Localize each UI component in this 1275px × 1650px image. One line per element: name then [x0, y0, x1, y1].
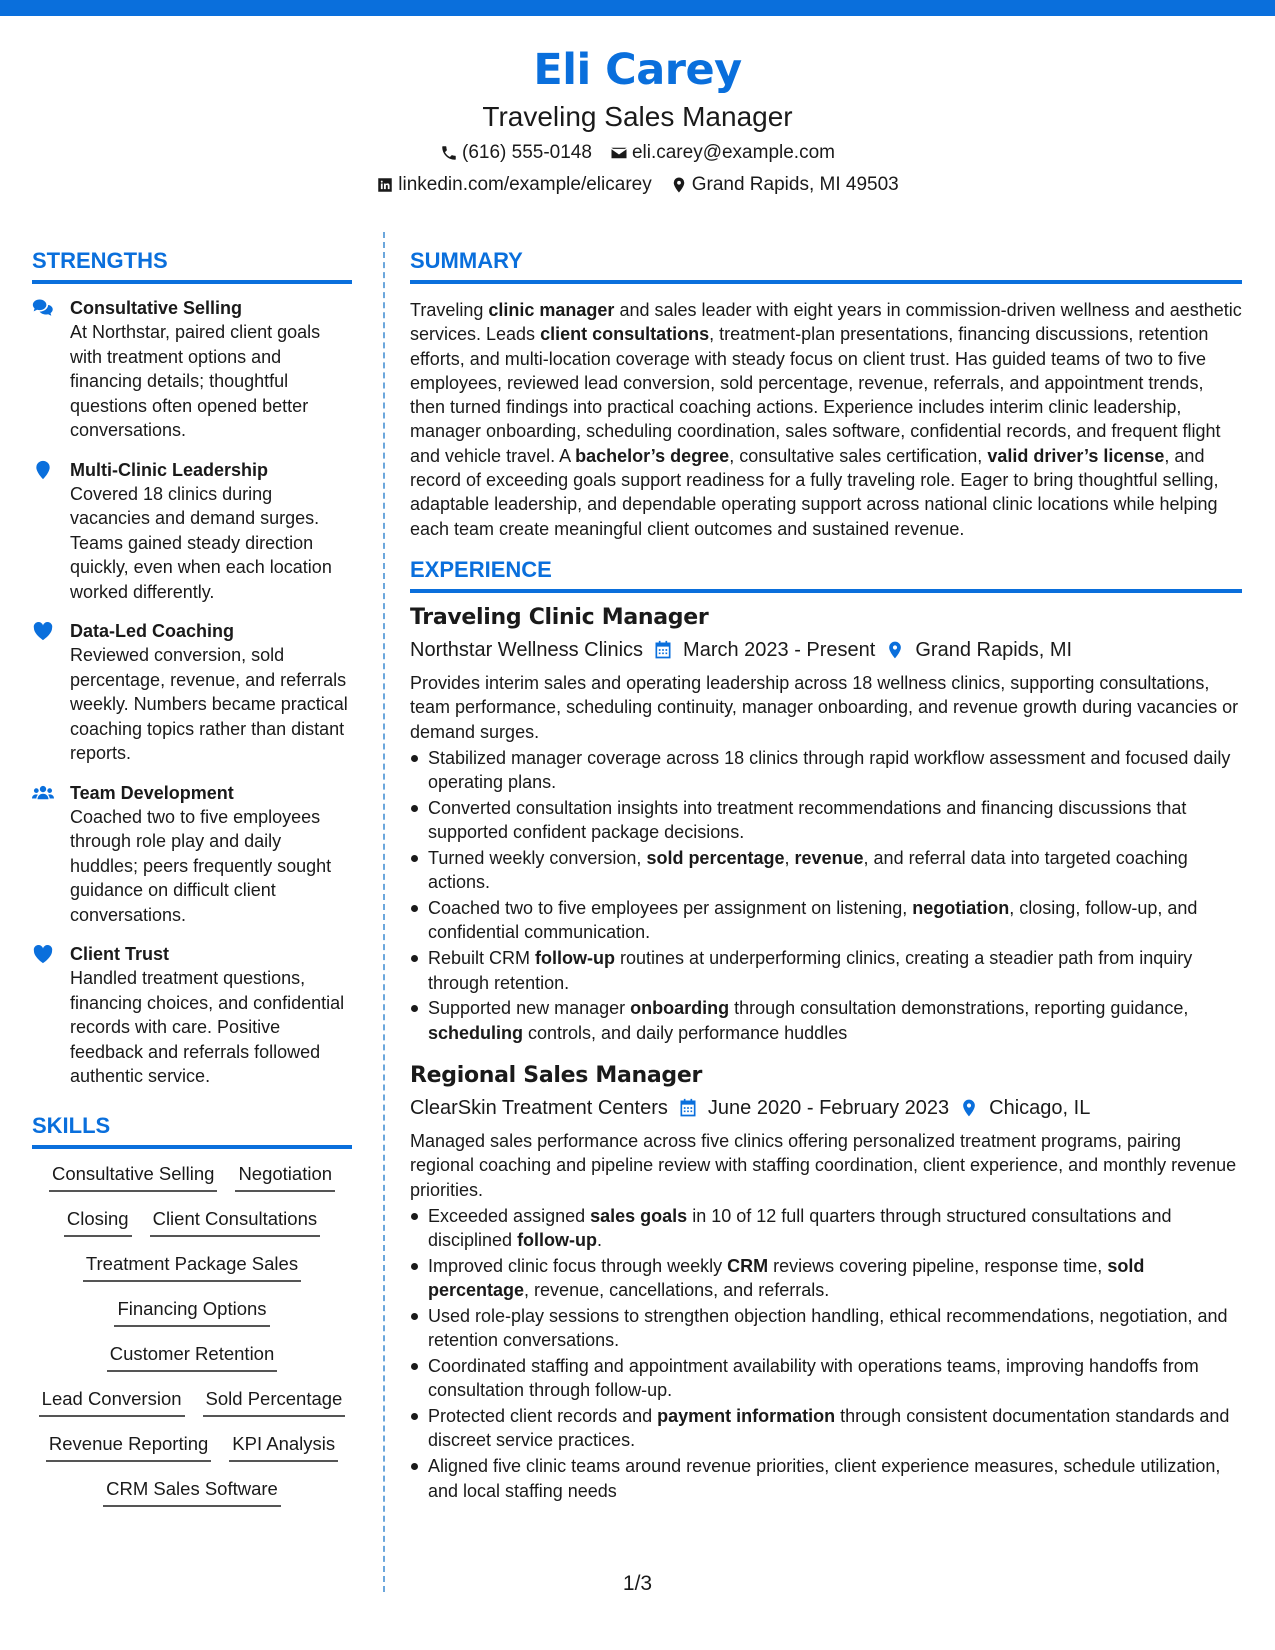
skill-tag: Client Consultations	[150, 1206, 321, 1237]
phone-text: (616) 555-0148	[462, 142, 592, 163]
job-bullet: Aligned five clinic teams around revenue priorities, client experience measures, schedule utilization, and local staffing needs	[410, 1454, 1242, 1503]
email-link[interactable]: eli.carey@example.com	[631, 142, 835, 163]
job-bullet: Supported new manager onboarding through consultation demonstrations, reporting guidance, scheduling controls, and daily performance huddles	[410, 996, 1242, 1045]
email-contact[interactable]	[610, 140, 835, 166]
skill-row	[32, 1251, 352, 1282]
skill-tag: Financing Options	[114, 1296, 269, 1327]
skill-tag: Sold Percentage	[203, 1386, 346, 1417]
skill-tag: Lead Conversion	[39, 1386, 185, 1417]
job-bullet: Improved clinic focus through weekly CRM reviews covering pipeline, response time, sold percentage, revenue, cancellations, and referrals.	[410, 1254, 1242, 1303]
strength-item	[32, 296, 352, 443]
column-divider	[383, 232, 385, 1592]
skill-row	[32, 1341, 352, 1372]
skill-tag: KPI Analysis	[229, 1431, 338, 1462]
skill-tag: Consultative Selling	[49, 1161, 217, 1192]
phone-contact	[440, 140, 592, 166]
skill-row	[32, 1161, 352, 1192]
candidate-title: Traveling Sales Manager	[482, 101, 793, 132]
job-bullet: Turned weekly conversion, sold percentage, revenue, and referral data into targeted coaching actions.	[410, 846, 1242, 895]
job-bullet: Converted consultation insights into treatment recommendations and financing discussions that supported confident package decisions.	[410, 796, 1242, 845]
strength-item	[32, 458, 352, 605]
skills-heading: SKILLS	[32, 1111, 352, 1149]
page-number: 1/3	[622, 1572, 653, 1595]
linkedin-link[interactable]: linkedin.com/example/elicarey	[398, 174, 652, 195]
linkedin-contact[interactable]	[376, 172, 651, 198]
job-bullet: Stabilized manager coverage across 18 clinics through rapid workflow assessment and focused daily operating plans.	[410, 746, 1242, 795]
job-location: Grand Rapids, MI	[915, 638, 1073, 661]
job-bullet: Coordinated staffing and appointment availability with operations teams, improving handoffs from consultation through follow-up.	[410, 1354, 1242, 1403]
strength-text: Reviewed conversion, sold percentage, revenue, and referrals weekly. Numbers became practical coaching topics rather than distant reports.	[70, 645, 348, 763]
comments-icon	[32, 298, 54, 318]
calendar-icon	[653, 640, 673, 660]
strength-item	[32, 942, 352, 1089]
heart-icon	[32, 944, 54, 964]
strength-text: At Northstar, paired client goals with treatment options and financing details; thoughtful questions often opened better conversations.	[70, 322, 321, 440]
map-pin-icon	[885, 640, 905, 660]
skill-tag: CRM Sales Software	[103, 1476, 281, 1507]
strength-text: Handled treatment questions, financing choices, and confidential records with care. Positive feedback and referrals followed authentic service.	[70, 968, 345, 1086]
left-column	[32, 246, 352, 1521]
location-text: Grand Rapids, MI 49503	[691, 174, 899, 195]
job-bullets	[410, 1204, 1242, 1503]
contact-row-primary	[0, 140, 1275, 166]
contact-row-secondary	[0, 172, 1275, 198]
strength-text: Covered 18 clinics during vacancies and demand surges. Teams gained steady direction quickly, even when each location worked differently.	[70, 483, 332, 602]
job-meta	[410, 1093, 1242, 1123]
skill-row	[32, 1206, 352, 1237]
envelope-icon	[610, 144, 628, 162]
map-pin-icon	[670, 176, 688, 194]
skill-row	[32, 1386, 352, 1417]
job-entry	[410, 1061, 1242, 1503]
right-column	[410, 246, 1242, 1504]
skill-tag: Closing	[64, 1206, 132, 1237]
strength-heading: Data-Led Coaching	[70, 621, 235, 641]
map-pin-icon	[959, 1098, 979, 1118]
company-name: ClearSkin Treatment Centers	[410, 1096, 668, 1119]
skill-row	[32, 1296, 352, 1327]
job-dates: March 2023 - Present	[683, 638, 876, 661]
strength-heading: Client Trust	[70, 944, 170, 964]
strength-item	[32, 781, 352, 928]
skill-tag: Customer Retention	[107, 1341, 278, 1372]
job-title: Regional Sales Manager	[410, 1062, 703, 1088]
skill-row	[32, 1476, 352, 1507]
map-pin-icon	[32, 460, 54, 480]
job-dates: June 2020 - February 2023	[707, 1096, 950, 1119]
job-entry	[410, 603, 1242, 1045]
job-bullet: Rebuilt CRM follow-up routines at underperforming clinics, creating a steadier path from inquiry through retention.	[410, 946, 1242, 995]
job-description: Provides interim sales and operating leadership across 18 wellness clinics, supporting consultations, team performance, scheduling continuity, manager onboarding, and revenue growth during vacancies or demand surges.	[410, 672, 1239, 742]
job-title: Traveling Clinic Manager	[410, 604, 709, 630]
phone-icon	[440, 144, 458, 162]
skill-tag: Revenue Reporting	[46, 1431, 211, 1462]
job-location: Chicago, IL	[989, 1096, 1091, 1119]
job-bullet: Used role-play sessions to strengthen objection handling, ethical recommendations, negotiation, and retention conversations.	[410, 1304, 1242, 1353]
linkedin-icon	[376, 176, 394, 194]
strengths-heading: STRENGTHS	[32, 246, 352, 284]
strengths-list	[32, 296, 352, 1089]
skills-list	[32, 1161, 352, 1507]
summary-heading: SUMMARY	[410, 246, 1242, 284]
skill-tag: Treatment Package Sales	[83, 1251, 301, 1282]
heart-icon	[32, 621, 54, 641]
job-bullet: Exceeded assigned sales goals in 10 of 12 full quarters through structured consultations and disciplined follow-up.	[410, 1204, 1242, 1253]
skill-tag: Negotiation	[235, 1161, 335, 1192]
skill-row	[32, 1431, 352, 1462]
location-contact	[670, 172, 899, 198]
summary-text: Traveling clinic manager and sales leader with eight years in commission-driven wellness and aesthetic services. Leads client consultations, treatment-plan presentations, financing discussions, retention efforts, and multi-location coverage with steady focus on client trust. Has guided teams of two to five employees, reviewed lead conversion, sold percentage, revenue, referrals, and appointment trends, then turned findings into practical coaching actions. Experience includes interim clinic leadership, manager onboarding, scheduling coordination, sales software, confidential records, and frequent flight and vehicle travel. A bachelor’s degree, consultative sales certification, valid driver’s license, and record of exceeding goals support readiness for a fully traveling role. Eager to bring thoughtful selling, adaptable leadership, and dependable operating support across national clinic locations while helping each team create meaningful client outcomes and sustained revenue.	[410, 300, 1242, 539]
strength-heading: Consultative Selling	[70, 298, 243, 318]
users-icon	[32, 783, 54, 803]
experience-heading: EXPERIENCE	[410, 555, 1242, 593]
calendar-icon	[678, 1098, 698, 1118]
strength-heading: Team Development	[70, 782, 234, 803]
job-bullet: Protected client records and payment information through consistent documentation standards and discreet service practices.	[410, 1404, 1242, 1453]
job-meta	[410, 635, 1242, 665]
job-bullets	[410, 746, 1242, 1045]
company-name: Northstar Wellness Clinics	[410, 638, 644, 661]
top-accent-bar	[0, 0, 1275, 16]
strength-heading: Multi-Clinic Leadership	[70, 459, 269, 480]
job-description: Managed sales performance across five clinics offering personalized treatment programs, pairing regional coaching and pipeline review with staffing coordination, client experience, and monthly revenue priorities.	[410, 1130, 1237, 1200]
strength-text: Coached two to five employees through role play and daily huddles; peers frequently sought guidance on difficult client conversations.	[70, 806, 332, 925]
job-bullet: Coached two to five employees per assignment on listening, negotiation, closing, follow-up, and confidential communication.	[410, 896, 1242, 945]
resume-header	[0, 42, 1275, 198]
candidate-name: Eli Carey	[533, 45, 742, 95]
strength-item	[32, 619, 352, 766]
